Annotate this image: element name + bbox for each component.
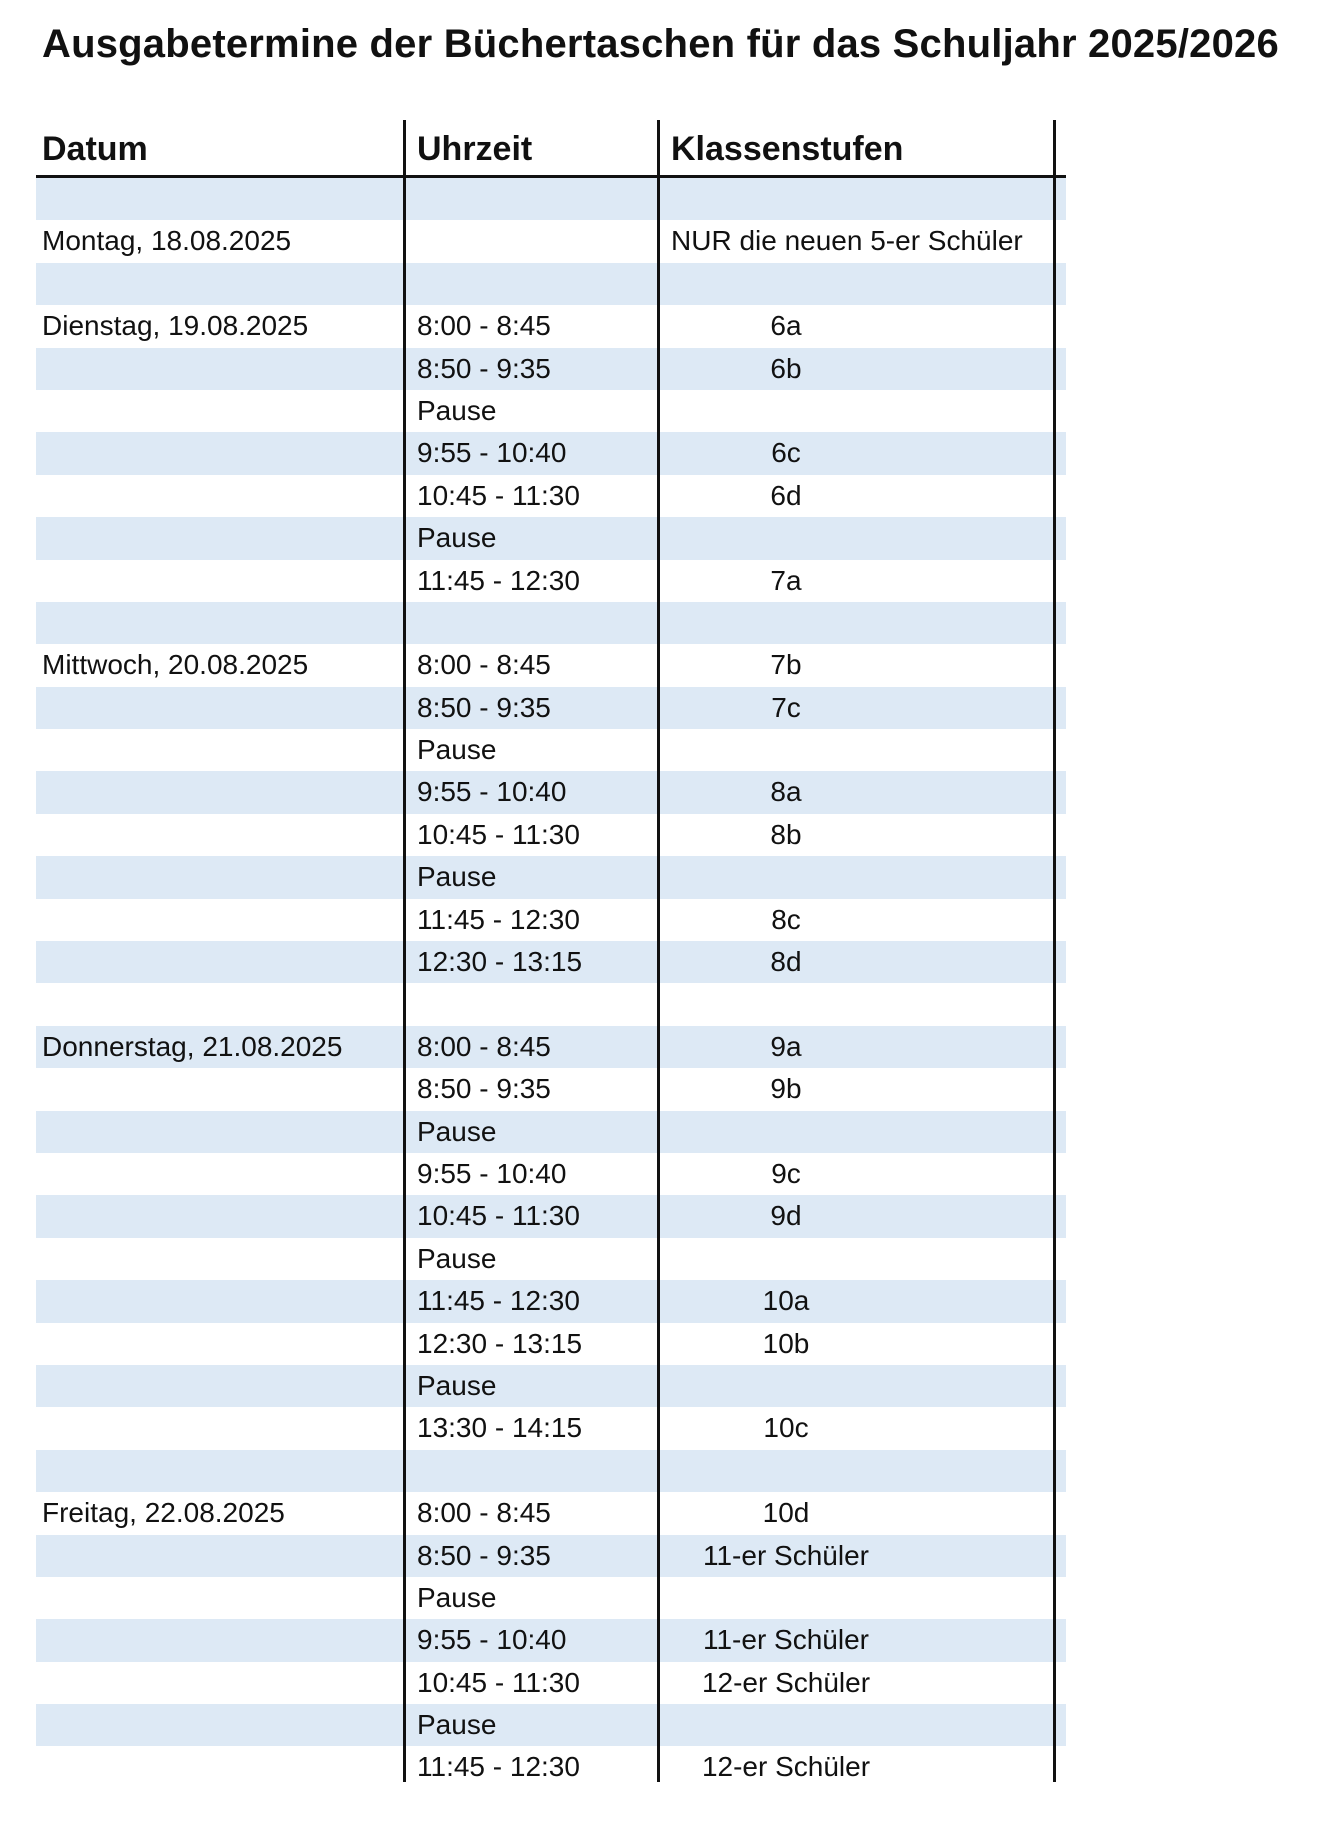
table-row <box>36 1577 1066 1619</box>
cell-classes: 6c <box>771 437 801 469</box>
table-row <box>36 1492 1066 1534</box>
table-row <box>36 687 1066 729</box>
cell-date: Montag, 18.08.2025 <box>42 225 292 257</box>
cell-classes: 9a <box>770 1030 802 1062</box>
table-row <box>36 1619 1066 1661</box>
cell-time: 11:45 - 12:30 <box>417 1751 580 1783</box>
cell-classes: 9c <box>771 1157 801 1189</box>
cell-classes: 9b <box>770 1073 802 1105</box>
table-row <box>36 941 1066 983</box>
table-row <box>36 1280 1066 1322</box>
cell-time: 8:00 - 8:45 <box>417 1497 551 1529</box>
table-row <box>36 517 1066 559</box>
table-row <box>36 771 1066 813</box>
cell-classes: 11-er Schüler <box>702 1624 869 1656</box>
schedule-table <box>36 120 1066 1789</box>
cell-classes: 10d <box>762 1497 810 1529</box>
table-row <box>36 178 1066 220</box>
cell-classes: 6d <box>770 479 802 511</box>
table-row <box>36 602 1066 644</box>
table-row <box>36 1238 1066 1280</box>
cell-time: 11:45 - 12:30 <box>417 564 580 596</box>
cell-time: 8:00 - 8:45 <box>417 1030 551 1062</box>
table-row <box>36 560 1066 602</box>
cell-date: Freitag, 22.08.2025 <box>42 1497 285 1529</box>
cell-date: Dienstag, 19.08.2025 <box>42 310 309 342</box>
cell-time: 11:45 - 12:30 <box>417 1285 580 1317</box>
table-row <box>36 1195 1066 1237</box>
table-header <box>36 120 1066 178</box>
cell-classes: 8d <box>770 946 802 978</box>
page-title: Ausgabetermine der Büchertaschen für das Schuljahr 2025/2026 <box>42 22 1279 66</box>
table-row <box>36 1704 1066 1746</box>
cell-classes: 10b <box>762 1327 810 1359</box>
cell-time: Pause <box>417 1581 497 1613</box>
cell-classes: 12-er Schüler <box>701 1751 871 1783</box>
table-row <box>36 475 1066 517</box>
cell-time: 8:00 - 8:45 <box>417 649 551 681</box>
cell-time: 9:55 - 10:40 <box>417 1624 567 1656</box>
table-row <box>36 1068 1066 1110</box>
cell-time: 11:45 - 12:30 <box>417 903 580 935</box>
cell-time: 8:50 - 9:35 <box>417 1073 551 1105</box>
cell-time: Pause <box>417 734 497 766</box>
table-row <box>36 1111 1066 1153</box>
cell-date: Donnerstag, 21.08.2025 <box>42 1030 343 1062</box>
header-date: Datum <box>42 130 148 168</box>
cell-date: Mittwoch, 20.08.2025 <box>42 649 309 681</box>
cell-time: 9:55 - 10:40 <box>417 1157 567 1189</box>
table-row <box>36 1746 1066 1788</box>
table-row <box>36 729 1066 771</box>
cell-classes: 8c <box>771 903 801 935</box>
cell-time: Pause <box>417 522 497 554</box>
cell-time: 8:50 - 9:35 <box>417 1539 551 1571</box>
cell-time: Pause <box>417 1709 497 1741</box>
column-divider-2 <box>657 120 660 1782</box>
cell-classes: 7c <box>771 691 801 723</box>
table-row <box>36 1323 1066 1365</box>
cell-classes: 7b <box>770 649 802 681</box>
table-row <box>36 1535 1066 1577</box>
table-row <box>36 1365 1066 1407</box>
cell-classes: 8b <box>770 818 802 850</box>
cell-time: 8:50 - 9:35 <box>417 691 551 723</box>
table-row <box>36 1450 1066 1492</box>
cell-time: 9:55 - 10:40 <box>417 437 567 469</box>
cell-classes: 6b <box>770 352 802 384</box>
cell-time: 8:50 - 9:35 <box>417 352 551 384</box>
cell-time: 10:45 - 11:30 <box>417 1200 580 1232</box>
table-row <box>36 220 1066 262</box>
table-row <box>36 432 1066 474</box>
cell-time: Pause <box>417 394 497 426</box>
cell-time: 9:55 - 10:40 <box>417 776 567 808</box>
table-row <box>36 899 1066 941</box>
cell-time: 12:30 - 13:15 <box>417 1327 583 1359</box>
cell-classes: 8a <box>770 776 802 808</box>
cell-time: 10:45 - 11:30 <box>417 479 580 511</box>
cell-time: 10:45 - 11:30 <box>417 1666 580 1698</box>
table-row <box>36 348 1066 390</box>
cell-classes: 12-er Schüler <box>701 1666 871 1698</box>
table-row <box>36 1153 1066 1195</box>
cell-time: Pause <box>417 1242 497 1274</box>
header-time: Uhrzeit <box>417 130 533 168</box>
cell-classes: NUR die neuen 5-er Schüler <box>671 225 1023 257</box>
cell-classes: 10a <box>762 1285 810 1317</box>
table-row <box>36 305 1066 347</box>
column-divider-1 <box>403 120 406 1782</box>
cell-classes: 9d <box>770 1200 802 1232</box>
table-row <box>36 856 1066 898</box>
table-row <box>36 1662 1066 1704</box>
cell-time: Pause <box>417 1115 497 1147</box>
table-row <box>36 644 1066 686</box>
header-classes: Klassenstufen <box>671 130 904 168</box>
cell-time: 12:30 - 13:15 <box>417 946 583 978</box>
table-row <box>36 1407 1066 1449</box>
cell-time: Pause <box>417 1369 497 1401</box>
table-row <box>36 1026 1066 1068</box>
cell-time: 10:45 - 11:30 <box>417 818 580 850</box>
cell-classes: 6a <box>770 310 802 342</box>
table-row <box>36 390 1066 432</box>
table-row <box>36 263 1066 305</box>
table-row <box>36 814 1066 856</box>
cell-time: 13:30 - 14:15 <box>417 1412 583 1444</box>
cell-classes: 7a <box>770 564 802 596</box>
column-divider-3 <box>1053 120 1056 1782</box>
cell-time: 8:00 - 8:45 <box>417 310 551 342</box>
table-row <box>36 983 1066 1025</box>
table-body <box>36 178 1066 1789</box>
cell-time: Pause <box>417 861 497 893</box>
cell-classes: 10c <box>763 1412 809 1444</box>
cell-classes: 11-er Schüler <box>702 1539 869 1571</box>
